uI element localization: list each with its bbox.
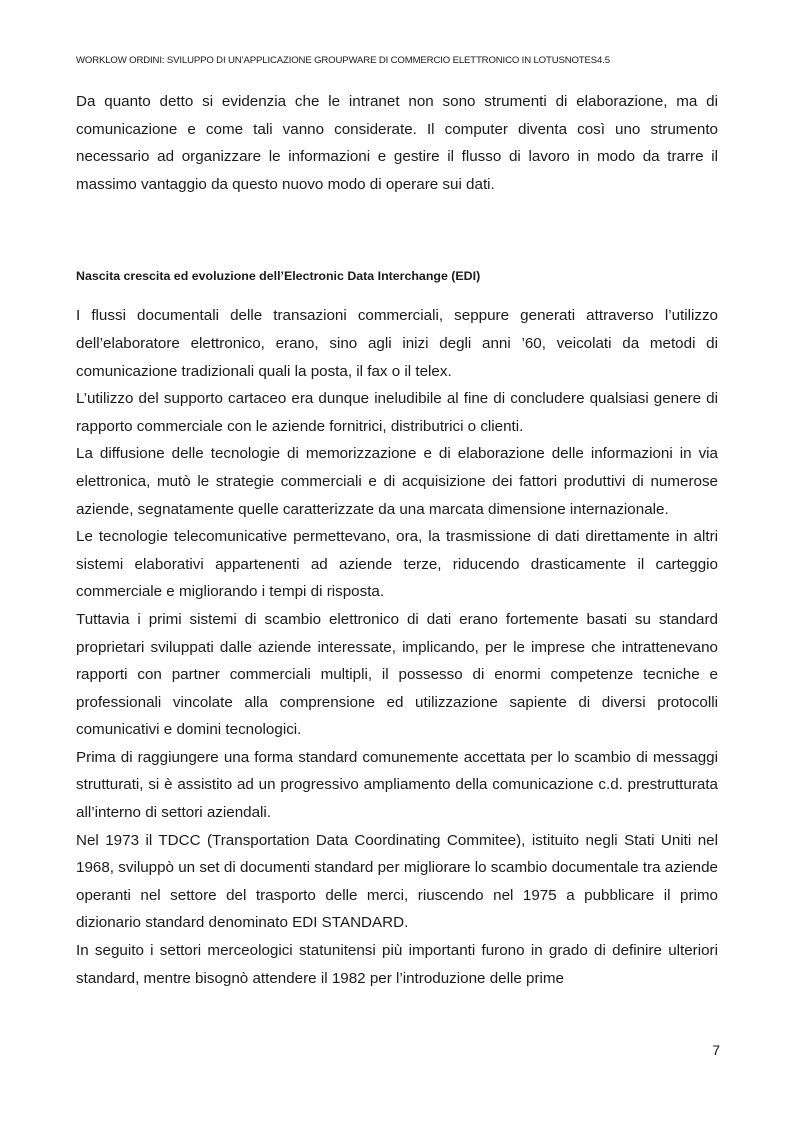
- body-paragraph: In seguito i settori merceologici statunitensi più importanti furono in grado di definire ulteriori standard, mentre bisognò attendere il 1982 per l’introduzione delle prime: [76, 942, 718, 987]
- body-paragraph: L’utilizzo del supporto cartaceo era dunque ineludibile al fine di concludere qualsiasi genere di rapporto commerciale con le aziende fornitrici, distributrici o clienti.: [76, 390, 718, 435]
- intro-paragraph: Da quanto detto si evidenzia che le intranet non sono strumenti di elaborazione, ma di comunicazione e come tali vanno considerate. Il computer diventa così uno strumento necessario ad organizzare le informazioni e gestire il flusso di lavoro in modo da trarre il massimo vantaggio da questo nuovo modo di operare sui dati.: [76, 93, 718, 193]
- body-paragraph: Tuttavia i primi sistemi di scambio elettronico di dati erano fortemente basati su standard proprietari sviluppati dalle aziende interessate, implicando, per le imprese che intrattenevano rapporti con partner commerciali multipli, il possesso di enormi competenze tecniche e professionali vincolate alla comprensione ed utilizzazione sapiente di diversi protocolli comunicativi e domini tecnologici.: [76, 610, 718, 739]
- page-number: 7: [712, 1042, 720, 1058]
- body-paragraph: Prima di raggiungere una forma standard comunemente accettata per lo scambio di messaggi strutturati, si è assistito ad un progressivo ampliamento della comunicazione c.d. prestrutturata all’interno di settori aziendali.: [76, 748, 718, 822]
- body-paragraph: I flussi documentali delle transazioni commerciali, seppure generati attraverso l’utilizzo dell’elaboratore elettronico, erano, sino agli inizi degli anni ’60, veicolati da metodi di comunicazione tradizionali quali la posta, il fax o il telex.: [76, 307, 718, 380]
- body-paragraph: Le tecnologie telecomunicative permettevano, ora, la trasmissione di dati direttamente in altri sistemi elaborativi appartenenti ad aziende terze, riducendo drasticamente il carteggio commerciale e migliorando i tempi di risposta.: [76, 528, 718, 601]
- section-heading: Nascita crescita ed evoluzione dell’Electronic Data Interchange (EDI): [76, 269, 481, 284]
- running-header: WORKLOW ORDINI: SVILUPPO DI UN’APPLICAZIONE GROUPWARE DI COMMERCIO ELETTRONICO IN LOTUSNOTES4.5: [76, 55, 610, 66]
- body-paragraph: La diffusione delle tecnologie di memorizzazione e di elaborazione delle informazioni in via elettronica, mutò le strategie commerciali e di acquisizione dei fattori produttivi di numerose aziende, segnatamente quelle caratterizzate da una marcata dimensione internazionale.: [76, 445, 718, 518]
- body-paragraph: Nel 1973 il TDCC (Transportation Data Coordinating Commitee), istituito negli Stati Uniti nel 1968, sviluppò un set di documenti standard per migliorare lo scambio documentale tra aziende operanti nel settore del trasporto delle merci, riuscendo nel 1975 a pubblicare il primo dizionario standard denominato EDI STANDARD.: [76, 831, 718, 932]
- page-body: [76, 88, 718, 992]
